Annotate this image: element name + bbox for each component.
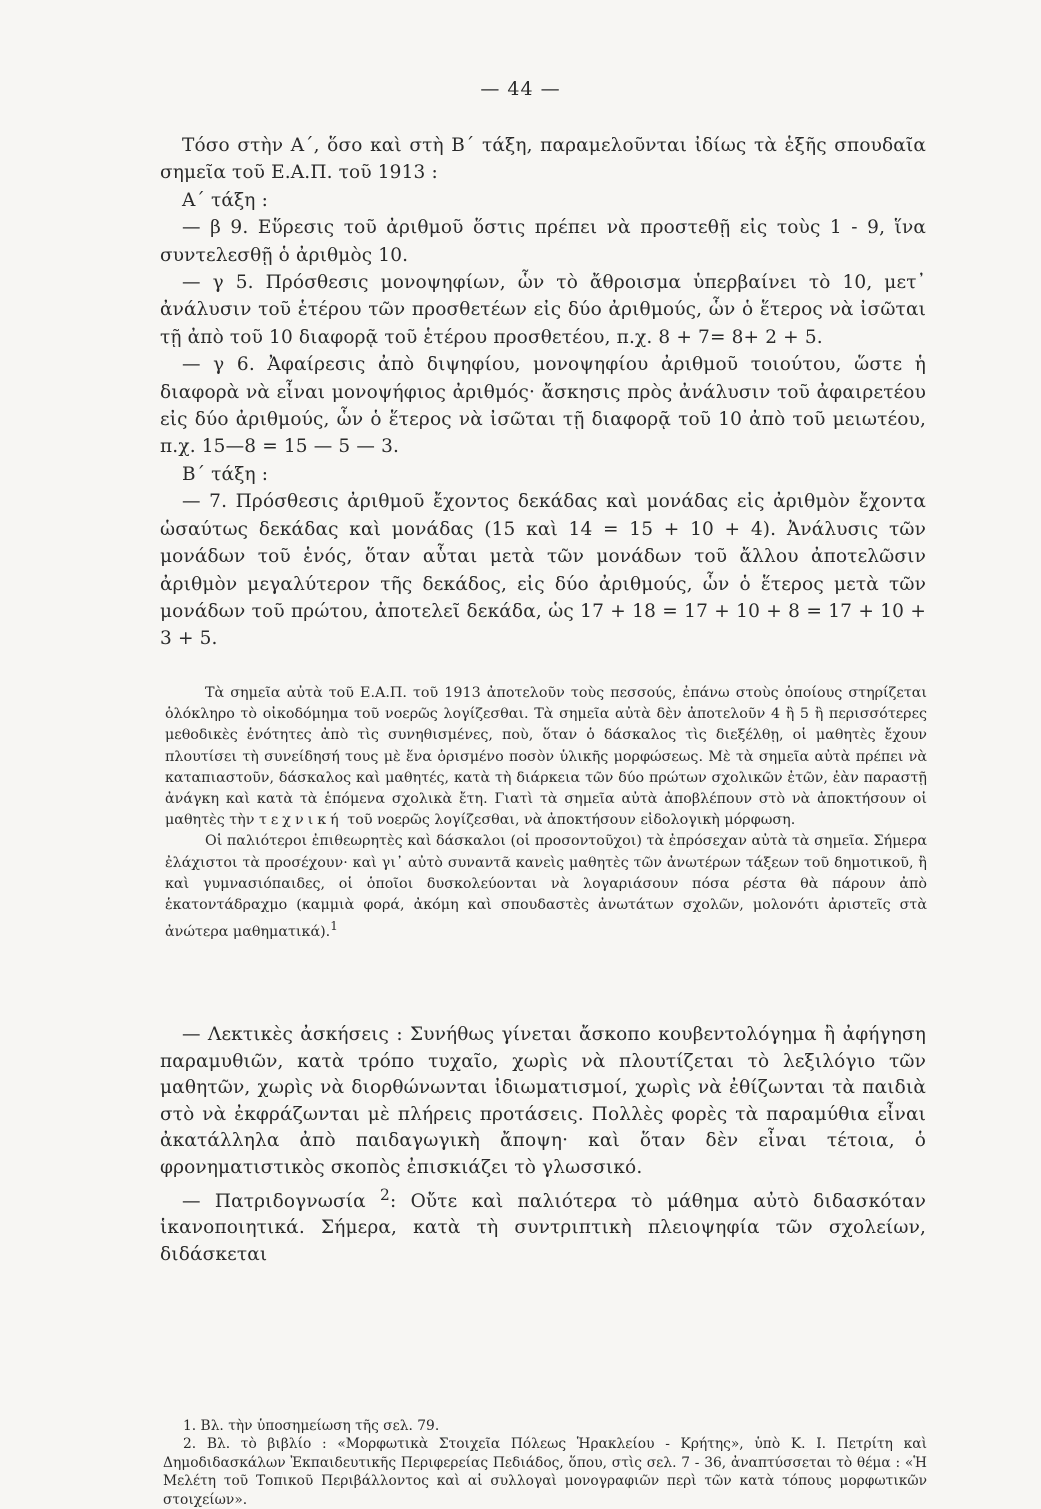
intro-paragraph: Τόσο στὴν Α΄, ὅσο καὶ στὴ Β΄ τάξη, παραμελοῦνται ἰδίως τὰ ἑξῆς σπουδαῖα σημεῖα τοῦ Ε.Α.Π. τοῦ 1913 : [160, 135, 926, 184]
emphasized-word: τεχνική [258, 812, 343, 829]
main-text [160, 132, 926, 653]
footnote-2: 2. Βλ. τὸ βιβλίο : «Μορφωτικὰ Στοιχεῖα Πόλεως Ἡρακλείου - Κρήτης», ὑπὸ Κ. Ι. Πετρίτη καὶ Δημοδιδασκάλων Ἐκπαιδευτικῆς Περιφερείας Πεδιάδος, ὅπου, στὶς σελ. 7 - 36, ἀναπτύσσεται τὸ θέμα : «Ἡ Μελέτη τοῦ Τοπικοῦ Περιβάλλοντος καὶ αἱ συλλογαὶ μονογραφιῶν περὶ τῶν κατὰ τόπους μορφωτικῶν στοιχείων». [163, 1436, 927, 1508]
item-gamma-5: — γ 5. Πρόσθεσις μονοψηφίων, ὧν τὸ ἄθροισμα ὑπερβαίνει τὸ 10, μετ᾽ ἀνάλυσιν τοῦ ἑτέρου τῶν προσθετέων εἰς δύο ἀριθμούς, ὧν ὁ ἕτερος νὰ ἰσῶται τῇ ἀπὸ τοῦ 10 διαφορᾷ τοῦ ἑτέρου προσθετέου, π.χ. 8 + 7= 8+ 2 + 5. [160, 272, 926, 348]
commentary-paragraph-2 [165, 831, 927, 943]
footnote-1: 1. Βλ. τὴν ὑποσημείωση τῆς σελ. 79. [183, 1418, 440, 1434]
patridognosia-text: : Οὔτε καὶ παλιότερα τὸ μάθημα αὐτὸ διδασκόταν ἱκανοποιητικά. Σήμερα, κατὰ τὴ συντριπτικὴ πλειοψηφία τῶν σχολείων, διδάσκεται [160, 1190, 926, 1265]
commentary-block [165, 683, 927, 943]
footnote-ref-1: 1 [330, 919, 338, 934]
commentary-text-b: τοῦ νοερῶς λογίζεσθαι, νὰ ἀποκτήσουν εἰδολογικὴ μόρφωση. [347, 812, 796, 829]
commentary-text-2: Οἱ παλιότεροι ἐπιθεωρητὲς καὶ δάσκαλοι (οἱ προσοντοῦχοι) τὰ ἐπρόσεχαν αὐτὰ τὰ σημεῖα. Σήμερα ἐλάχιστοι τὰ προσέχουν· καὶ γι᾽ αὐτὸ συναντᾶ κανεὶς μαθητὲς τῶν ἀνωτέρων τάξεων τοῦ δημοτικοῦ, ἢ καὶ γυμνασιόπαιδες, οἱ ὁποῖοι δυσκολεύονται νὰ λογαριάσουν πόσα ρέστα θὰ πάρουν ἀπὸ ἑκατοντάδραχμο (καμμιὰ φορά, ἀκόμη καὶ σπουδαστὲς ἀνωτάτων σχολῶν, μολονότι ἀριστεῖς στὰ ἀνώτερα μαθηματικά). [165, 833, 927, 940]
lexical-exercises-paragraph: — Λεκτικὲς ἀσκήσεις : Συνήθως γίνεται ἄσκοπο κουβεντολόγημα ἢ ἀφήγηση παραμυθιῶν, κατὰ τρόπο τυχαῖο, χωρὶς νὰ πλουτίζεται τὸ λεξιλόγιο τῶν μαθητῶν, χωρὶς νὰ διορθώνωνται ἰδιωματισμοί, χωρὶς νὰ ἐθίζωνται τὰ παιδιὰ στὸ νὰ ἐκφράζωνται μὲ πλήρεις προτάσεις. Πολλὲς φορὲς τὰ παραμύθια εἶναι ἀκατάλληλα ἀπὸ παιδαγωγικὴ ἄποψη· καὶ ὅταν δὲν εἶναι τέτοια, ὁ φρονηματιστικὸς σκοπὸς ἐπισκιάζει τὸ γλωσσικό. [160, 1024, 926, 1178]
footnote-ref-2: 2 [380, 1185, 390, 1204]
commentary-text-a: Τὰ σημεῖα αὐτὰ τοῦ Ε.Α.Π. τοῦ 1913 ἀποτελοῦν τοὺς πεσσούς, ἐπάνω στοὺς ὁποίους στηρίζεται ὁλόκληρο τὸ οἰκοδόμημα τοῦ νοερῶς λογίζεσθαι. Τὰ σημεῖα αὐτὰ δὲν ἀποτελοῦν 4 ἢ 5 ἢ περισσότερες μεθοδικὲς ἑνότητες ἀπὸ τὶς συνηθισμένες, ποὺ, ὅταν ὁ δάσκαλος τὶς διεξέλθῃ, οἱ μαθητὲς ἔχουν πλουτίσει τὴ συνείδησή τους μὲ ἕνα ὁρισμένο ποσὸν ὑλικῆς μορφώσεως. Μὲ τὰ σημεῖα αὐτὰ πρέπει νὰ καταπιαστοῦν, δάσκαλος καὶ μαθητές, κατὰ τὴ διάρκεια τῶν δύο πρώτων σχολικῶν ἐτῶν, ἐὰν παραστῇ ἀνάγκη καὶ κατὰ τὰ ἑπόμενα σχολικὰ ἔτη. Γιατὶ τὰ σημεῖα αὐτὰ ἀποβλέπουν στὸ νὰ ἀποκτήσουν οἱ μαθητὲς τὴν [165, 685, 927, 829]
footnotes [163, 1417, 927, 1509]
patridognosia-label: — Πατριδογνωσία [182, 1190, 366, 1212]
class-b-heading: Β΄ τάξη : [182, 463, 269, 485]
item-7: — 7. Πρόσθεσις ἀριθμοῦ ἔχοντος δεκάδας καὶ μονάδας εἰς ἀριθμὸν ἔχοντα ὡσαύτως δεκάδας καὶ μονάδας (15 καὶ 14 = 15 + 10 + 4). Ἀνάλυσις τῶν μονάδων τοῦ ἑνός, ὅταν αὗται μετὰ τῶν μονάδων τοῦ ἄλλου ἀποτελῶσιν ἀριθμὸν μεγαλύτερον τῆς δεκάδος, εἰς δύο ἀριθμούς, ὧν ὁ ἕτερος μετὰ τῶν μονάδων τοῦ πρώτου, ἀποτελεῖ δεκάδα, ὡς 17 + 18 = 17 + 10 + 8 = 17 + 10 + 3 + 5. [160, 491, 926, 650]
commentary-paragraph-1 [165, 683, 927, 831]
class-a-heading: Α΄ τάξη : [182, 189, 268, 211]
page-number: — 44 — [480, 78, 561, 100]
main-text-continued [160, 1022, 926, 1269]
patridognosia-paragraph [160, 1182, 926, 1269]
item-gamma-6: — γ 6. Ἀφαίρεσις ἀπὸ διψηφίου, μονοψηφίου ἀριθμοῦ τοιούτου, ὥστε ἡ διαφορὰ νὰ εἶναι μονοψήφιος ἀριθμός· ἄσκησις πρὸς ἀνάλυσιν τοῦ ἀφαιρετέου εἰς δύο ἀριθμούς, ὧν ὁ ἕτερος νὰ ἰσῶται τῇ διαφορᾷ τοῦ 10 ἀπὸ τοῦ μειωτέου, π.χ. 15—8 = 15 — 5 — 3. [160, 354, 926, 458]
item-beta-9: — β 9. Εὕρεσις τοῦ ἀριθμοῦ ὅστις πρέπει νὰ προστεθῇ εἰς τοὺς 1 - 9, ἵνα συντελεσθῇ ὁ ἀριθμὸς 10. [160, 217, 926, 266]
